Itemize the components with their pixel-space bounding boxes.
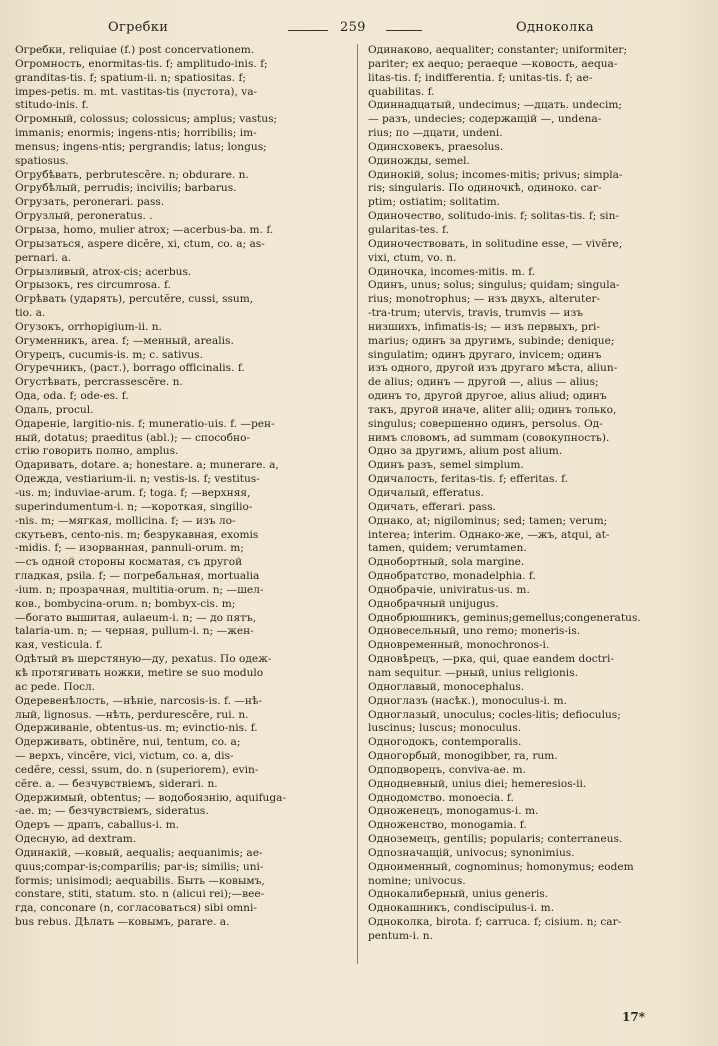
dictionary-entry: Одаривать, dotare. a; honestare. a; munerare. a, — [15, 459, 279, 472]
dictionary-entry: Однобрачіе, univiratus-us. m. — [368, 583, 530, 596]
dictionary-entry: Одаль, procul. — [15, 403, 94, 416]
dictionary-entry: Одинсховекъ, praesolus. — [368, 140, 504, 153]
dictionary-entry: Одареніе, largitio-nis. f; muneratio-uis. f. —рен- ный, dotatus; praeditus (abl.); — способно- стію говорить полно, amplus. — [15, 417, 275, 458]
dictionary-entry: Однокашникъ, condiscipulus-i. m. — [368, 902, 555, 915]
dictionary-entry: Одинакій, —ковый, aequalis; aequanimis; ae- quus;compar-is;comparilis; par-is; similis; uni- formis; unisimodi; aequabilis. Быть —ковымъ, constare, stiti, statum. sto. n (alicui rei);—вее- гда, conconare (n, согласоваться) sibi omni- bus rebus. Дѣлать —ковымъ, parare. a. — [15, 846, 265, 929]
dictionary-entry: Огрызливый, atrox-cis; acerbus. — [15, 265, 192, 278]
dictionary-entry: Огрубѣлый, perrudis; incivilis; barbarus. — [15, 182, 237, 195]
running-header — [108, 20, 658, 42]
dictionary-entry: Однобратство, monadelphia. f. — [368, 570, 536, 583]
dictionary-entry: Огуменникъ, area. f; —менный, arealis. — [15, 334, 234, 347]
dictionary-entry: Одинокій, solus; incomes-mitis; privus; simpla- ris; singularis. По одиночкѣ, одиноко. car- ptim; ostiatim; solitatim. — [368, 168, 623, 209]
dictionary-entry: Одѣтый въ шерстяную—ду, pexatus. По одеж- кѣ протягивать ножки, metire se suo modulo ac pede. Посл. — [15, 653, 272, 693]
dictionary-entry: Однако, at; nigilominus; sed; tamen; verum; interea; interim. Однако-же, —жъ, atqui, at- tamen, quidem; verumtamen. — [368, 514, 610, 555]
dictionary-entry: Одинъ, unus; solus; singulus; quidam; singula- rius; monotrophus; — изъ двухъ, alteruter- -tra-trum; utervis, travis, trumvis — изъ низшихъ, infimatis-is; — изъ первыхъ, pri- marius; одинъ за другимъ, subinde; denique; singulatim; одинъ другаго, invicem; одинъ изъ одного, другой изъ другаго мѣста, aliun- de alius; одинъ — другой —, alius — alius; одинъ то, другой другое, alius aliud; одинъ такъ, другой иначе, aliter alii; одинъ только, singulus; совершенно одинъ, persolus. Од- нимъ словомъ, ad summam (совокупность). — [368, 279, 620, 444]
dictionary-entry: Одичалый, efferatus. — [368, 487, 484, 499]
dictionary-entry: Однобрачный unijugus. — [368, 597, 499, 610]
dictionary-entry: Огурецъ, cucumis-is. m; c. sativus. — [15, 348, 203, 361]
dictionary-entry: Одесную, ad dextram. — [15, 833, 137, 846]
dictionary-entry: Одинаково, aequaliter; constanter; uniformiter; pariter; ex aequo; peraeque —ковость, aequa- litas-tis. f; indifferentia. f; unitas-tis. f; ae- quabilitas. f. — [368, 44, 628, 98]
header-left-catchword: Огребки — [108, 20, 169, 35]
dictionary-entry: Огромный, colossus; colossicus; amplus; vastus; immanis; enormis; ingens-ntis; horribilis; im- mensus; ingens-ntis; pergrandis; latus; longus; spatiosus. — [15, 113, 278, 167]
dictionary-entry: Одеръ — драпъ, caballus-i. m. — [15, 819, 179, 832]
dictionary-entry: Одногодокъ, contemporalis. — [368, 736, 522, 749]
dictionary-entry: Одиннадцатый, undecimus; —дцать. undecim; — разъ, undecies; содержащій —, undena- rius; по —дцати, undeni. — [368, 99, 622, 140]
dictionary-entry: Одиножды, semel. — [368, 154, 470, 167]
dictionary-entry: Одновременный, monochronos-i. — [368, 639, 550, 652]
dictionary-entry: Одеревенѣлость, —нѣніе, narcosis-is. f. —нѣ- лый, lignosus. —нѣть, perdurescĕre, rui. n. — [15, 694, 262, 721]
dictionary-entry: Одноглазый, unoculus; cocles-litis; defioculus; luscinus; luscus; monoculus. — [368, 708, 621, 735]
header-dash-right — [386, 30, 422, 31]
dictionary-entry: Огребки, reliquiae (f.) post concervationem. — [15, 44, 255, 56]
dictionary-entry: Огромность, enormitas-tis. f; amplitudo-inis. f; granditas-tis. f; spatium-ii. n; spatiositas. f; impes-petis. m. mt. vastitas-tis (пустота), va- stitudo-inis. f. — [15, 57, 268, 112]
dictionary-entry: Одичалость, feritas-tis. f; efferitas. f. — [368, 473, 569, 486]
dictionary-entry: Однобрюшникъ, geminus;gemellus;congeneratus. — [368, 611, 641, 624]
header-dash-left — [288, 30, 328, 31]
dictionary-entry: Однодневный, unius diei; hemeresios-ii. — [368, 777, 587, 790]
dictionary-entry: Одноглавый, monocephalus. — [368, 680, 525, 693]
dictionary-entry: Однодомство. monoecia. f. — [368, 791, 514, 804]
dictionary-entry: Одичать, efferari. pass. — [368, 500, 496, 513]
dictionary-entry: Одиночка, incomes-mitis. m. f. — [368, 265, 536, 278]
dictionary-entry: Однобортный, sola margine. — [368, 556, 525, 569]
dictionary-entry: Одноколка, birota. f; carruca. f; cisium. n; car- pentum-i. n. — [368, 916, 622, 942]
dictionary-entry: Одержимый, obtentus; — водобоязнію, aquifuga- -ae. m; — безчувствіемъ, sideratus. — [15, 791, 287, 818]
column-divider — [357, 44, 358, 964]
dictionary-entry: Огрызокъ, res circumrosa. f. — [15, 279, 171, 292]
dictionary-entry: Одерживаніе, obtentus-us. m; evinctio-nis. f. — [15, 722, 258, 735]
header-right-catchword: Одноколка — [516, 20, 594, 35]
signature-mark: 17* — [622, 1010, 645, 1024]
dictionary-entry: Огрызаться, aspere dicĕre, xi, ctum, co. a; as- pernari. a. — [15, 237, 265, 264]
dictionary-entry: Одноземецъ, gentilis; popularis; conterraneus. — [368, 833, 623, 846]
right-column — [368, 44, 704, 944]
dictionary-entry: Огрѣвать (ударять), percutĕre, cussi, ssum, tio. a. — [15, 293, 254, 320]
dictionary-entry: Одпозначащій, univocus; synonimius. — [368, 846, 575, 859]
dictionary-entry: Огуречникъ, (раст.), borrago officinalis. f. — [15, 362, 245, 375]
dictionary-entry: Огустѣвать, percrassescĕre. n. — [15, 376, 183, 389]
dictionary-entry: Огрубѣвать, perbrutescĕre. n; obdurare. n. — [15, 168, 249, 181]
dictionary-entry: Огузокъ, orrhopigium-ii. n. — [15, 320, 162, 333]
dictionary-entry: Одно за другимъ, alium post alium. — [368, 445, 563, 458]
dictionary-entry: Однокалиберный, unius generis. — [368, 888, 549, 901]
page-number: 259 — [340, 20, 366, 35]
dictionary-entry: Одноженецъ, monogamus-i. m. — [368, 805, 539, 818]
dictionary-entry: Одновесельный, uno remo; moneris-is. — [368, 625, 581, 638]
dictionary-entry: Огрыза, homo, mulier atrox; —acerbus-ba. m. f. — [15, 223, 274, 236]
dictionary-entry: Одиночество, solitudo-inis. f; solitas-tis. f; sin- gularitas-tes. f. — [368, 210, 619, 236]
dictionary-entry: Одерживать, obtinĕre, nui, tentum, co. a; — верхъ, vincĕre, vici, victum, co. a, dis- cedĕre, cessi, ssum, do. n (superiorem), evin- cĕre. a. — безчувствіемъ, siderari. n. — [15, 736, 259, 790]
dictionary-entry: Огрузать, peronerari. pass. — [15, 196, 165, 209]
dictionary-entry: Одиночествовать, in solitudine esse, — vivĕre, vixi, ctum, vo. n. — [368, 237, 623, 264]
left-column — [15, 44, 347, 930]
dictionary-entry: Огрузлый, peroneratus. . — [15, 210, 153, 223]
dictionary-entry: Одновѣрецъ, —рка, qui, quae eandem doctri- nam sequitur. —рный, unius religionis. — [368, 653, 614, 679]
dictionary-entry: Одинъ разъ, semel simplum. — [368, 459, 524, 472]
dictionary-entry: Одноженство, monogamia. f. — [368, 819, 527, 832]
dictionary-entry: Одноименный, cognominus; homonymus; eodem nomine; univocus. — [368, 860, 634, 887]
dictionary-entry: Ода, oda. f; ode-es. f. — [15, 390, 129, 403]
dictionary-entry: Одноглазъ (насѣк.), monoculus-i. m. — [368, 694, 567, 707]
dictionary-entry: Одногорбый, monogibber, ra, rum. — [368, 750, 558, 763]
dictionary-entry: Одподворецъ, conviva-ae. m. — [368, 763, 526, 776]
dictionary-entry: Одежда, vestiarium-ii. n; vestis-is. f; vestitus- -us. m; induviae-arum. f; toga. f; —верхняя, superindumentum-i. n; —короткая, singilio- -nis. m; —мягкая, mollicina. f; — изъ ло- скутьевъ, cento-nis. m; безрукавная, exomis -midis. f; — изорванная, pannuli-orum. m; —съ одной стороны косматая, съ другой гладкая, psila. f; — погребальная, mortualia -ium. n; прозрачная, multitia-orum. n; —шел- ков., bombycina-orum. n; bombyx-cis. m; —богато вышитая, aulaeum-i. n; — до пятъ, talaria-um. n; — черная, pullum-i. n; —жен- кая, vesticula. f. — [15, 473, 264, 652]
